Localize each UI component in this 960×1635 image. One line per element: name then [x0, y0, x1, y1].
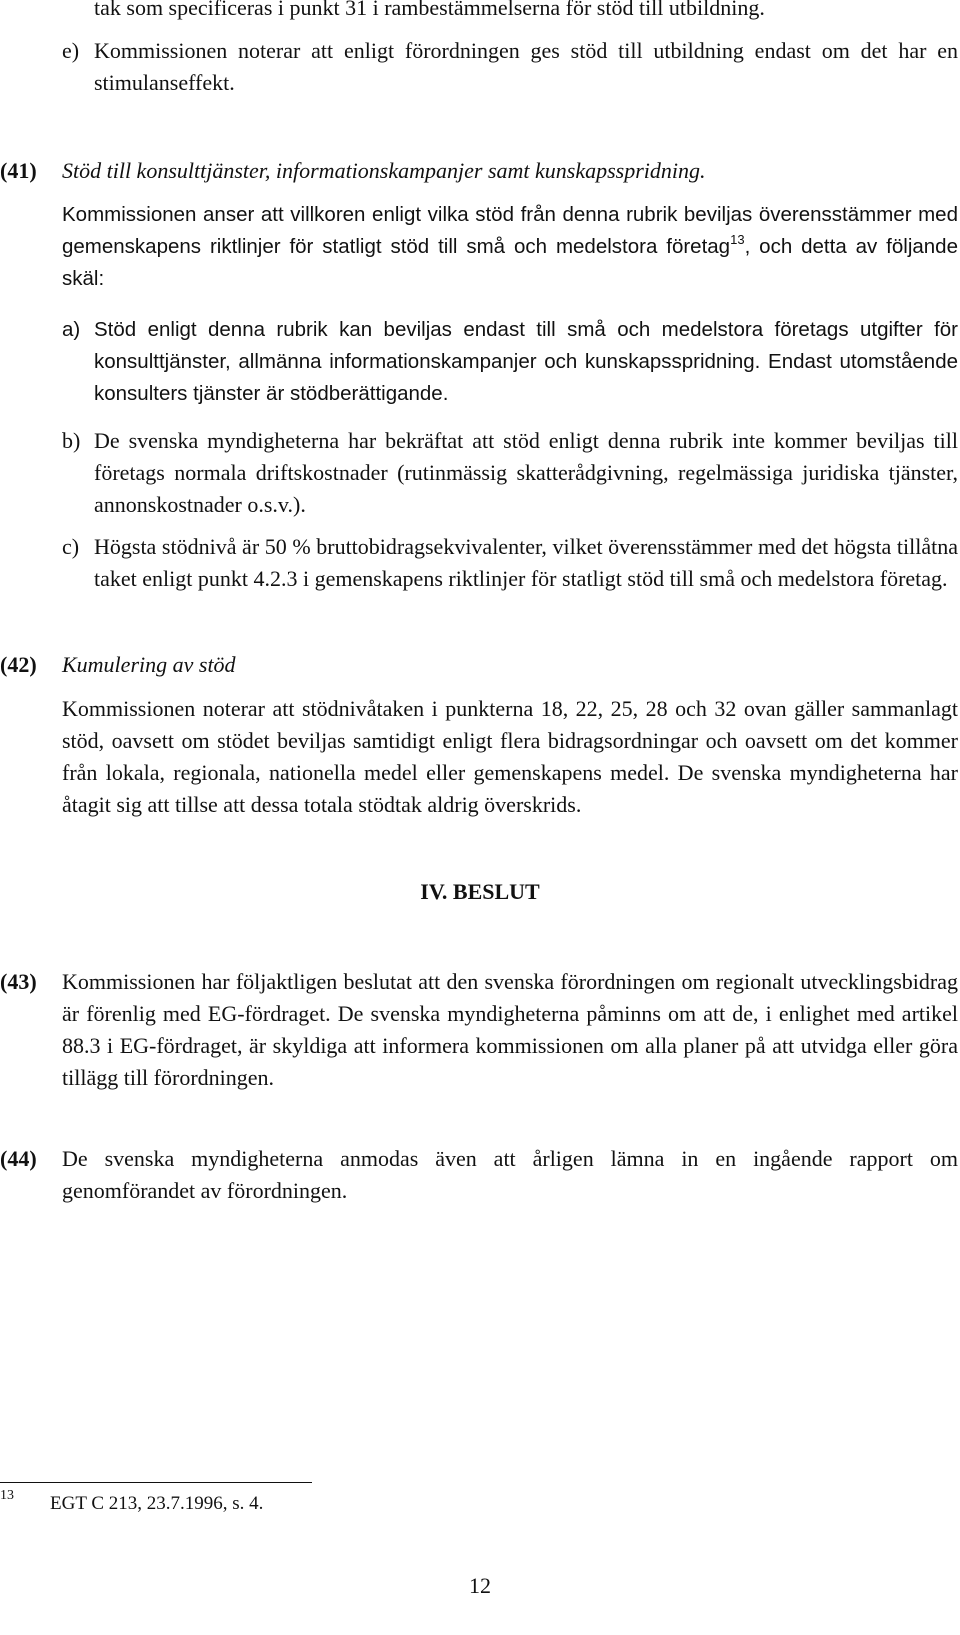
chapter-heading: IV. BESLUT	[420, 879, 540, 904]
item-c-text: Högsta stödnivå är 50 % bruttobidragsekvivalenter, vilket överensstämmer med det högsta tillåtna taket enligt punkt 4.2.3 i gemenskapens riktlinjer för statligt stöd till små och medelstora företag.	[94, 534, 958, 591]
page-number: 12	[469, 1573, 491, 1598]
item-b-letter: b)	[62, 428, 81, 453]
section-43-body: Kommissionen har följaktligen beslutat att den svenska förordningen om regionalt utvecklingsbidrag är förenlig med EG-fördraget. De svenska myndigheterna påminns om att de, i enlighet med artikel 88.3 i EG-fördraget, är skyldiga att informera kommissionen om alla planer på att utvidga eller göra tillägg till förordningen.	[62, 969, 958, 1090]
section-42-number: (42)	[0, 652, 37, 677]
item-a-letter: a)	[62, 318, 81, 341]
section-41-intro-end: , och detta av följande skäl:	[62, 235, 958, 290]
item-e-letter: e)	[62, 38, 80, 63]
footnote-mark: 13	[0, 1488, 14, 1503]
footnote-separator	[0, 1482, 312, 1483]
section-44-body: De svenska myndigheterna anmodas även att årligen lämna in en ingående rapport om genomförandet av förordningen.	[62, 1146, 958, 1203]
section-44-number: (44)	[0, 1146, 37, 1171]
footnote-reference: 13	[730, 232, 745, 247]
section-41-item-c	[62, 531, 958, 595]
item-e-text: Kommissionen noterar att enligt förordningen ges stöd till utbildning endast om det har en stimulanseffekt.	[94, 38, 958, 95]
section-41-number: (41)	[0, 158, 37, 183]
item-a-text: Stöd enligt denna rubrik kan beviljas endast till små och medelstora företags utgifter för konsulttjänster, allmänna informationskampanjer och kunskapsspridning. Endast utomstående konsulters tjänster är stödberättigande.	[94, 318, 958, 405]
item-b-text: De svenska myndigheterna har bekräftat att stöd enligt denna rubrik inte kommer beviljas till företags normala driftskostnader (rutinmässig skatterådgivning, regelmässiga juridiska tjänster, annonskostnader o.s.v.).	[94, 428, 958, 517]
footnote-text: EGT C 213, 23.7.1996, s. 4.	[50, 1493, 264, 1514]
section-41-intro	[62, 199, 958, 295]
section-41-intro-text: Kommissionen anser att villkoren enligt vilka stöd från denna rubrik beviljas överensstämmer med gemenskapens riktlinjer för statligt stöd till små och medelstora företag	[62, 203, 958, 258]
section-43-number: (43)	[0, 969, 37, 994]
item-e	[62, 35, 958, 99]
section-41-item-b	[62, 425, 958, 521]
section-41-heading: Stöd till konsulttjänster, informationskampanjer samt kunskapsspridning.	[62, 158, 706, 183]
section-41-item-a	[62, 314, 958, 410]
item-d-continuation-text: tak som specificeras i punkt 31 i rambestämmelserna för stöd till utbildning.	[94, 0, 765, 20]
item-c-letter: c)	[62, 534, 80, 559]
item-d-continuation	[94, 0, 958, 24]
section-42-heading: Kumulering av stöd	[62, 652, 236, 677]
section-42-body: Kommissionen noterar att stödnivåtaken i punkterna 18, 22, 25, 28 och 32 ovan gäller sammanlagt stöd, oavsett om stödet beviljas samtidigt enligt flera bidragsordningar och oavsett om det kommer från lokala, regionala, nationella medel eller gemenskapens medel. De svenska myndigheterna har åtagit sig att tillse att dessa totala stödtak aldrig överskrids.	[62, 696, 958, 817]
